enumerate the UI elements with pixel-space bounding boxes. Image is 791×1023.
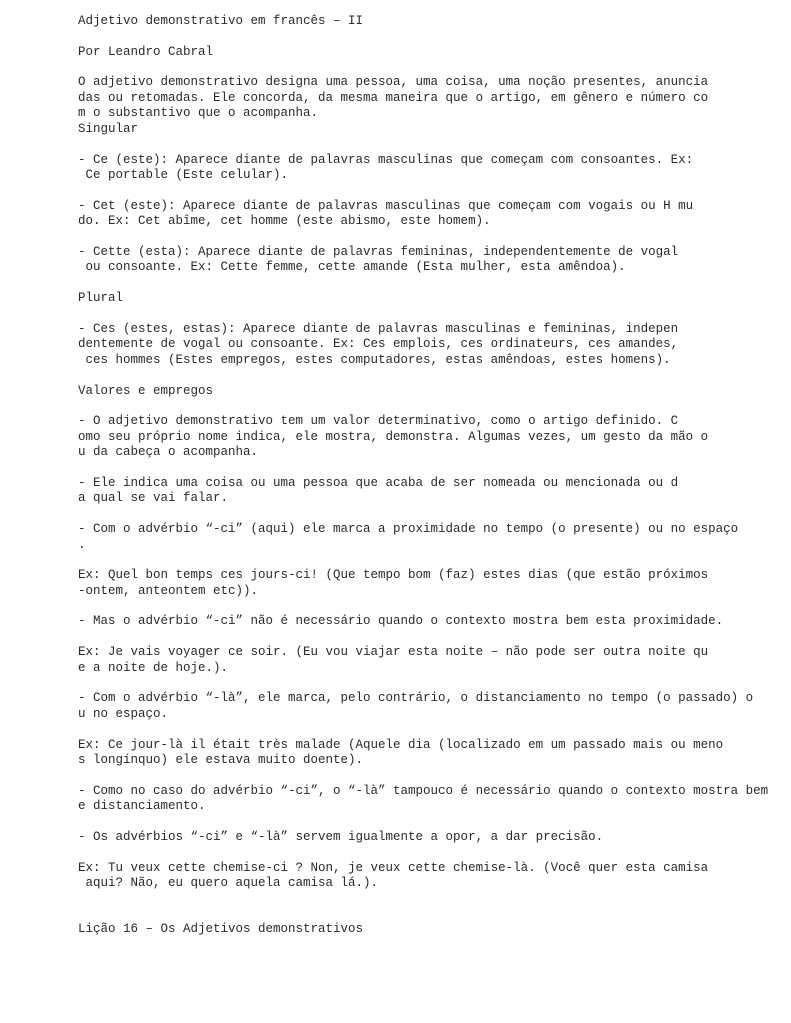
paragraph [78,522,788,553]
paragraph [78,614,788,630]
paragraph [78,291,788,307]
text-line: - Ele indica uma coisa ou uma pessoa que acaba de ser nomeada ou mencionada ou d [78,475,679,490]
text-line: Ex: Tu veux cette chemise-ci ? Non, je veux cette chemise-là. (Você quer esta camisa [78,860,709,875]
text-line: e distanciamento. [78,799,206,814]
text-line: - O adjetivo demonstrativo tem um valor determinativo, como o artigo definido. C [78,414,679,429]
text-line: s longínquo) ele estava muito doente). [78,753,364,767]
text-line: dentemente de vogal ou consoante. Ex: Ces emplois, ces ordinateurs, ces amandes, [78,337,679,352]
text-line: - Como no caso do advérbio “-ci”, o “-là” tampouco é necessário quando o contexto mostra bem [78,783,769,798]
text-line: Ex: Quel bon temps ces jours-ci! (Que tempo bom (faz) estes dias (que estão próximos [78,568,709,583]
text-line: das ou retomadas. Ele concorda, da mesma maneira que o artigo, em gênero e número co [78,90,709,105]
paragraph [78,476,788,507]
text-line: u no espaço. [78,706,169,721]
paragraph [78,645,788,676]
text-line: - Mas o advérbio “-ci” não é necessário quando o contexto mostra bem esta proximidade. [78,614,724,629]
text-line: Ex: Ce jour-là il était très malade (Aquele dia (localizado em um passado mais ou meno [78,737,724,752]
text-line: . [78,537,86,552]
paragraphs [78,75,788,906]
text-line: aqui? Não, eu quero aquela camisa lá.). [78,876,379,891]
paragraph [78,245,788,276]
text-line: - Cette (esta): Aparece diante de palavras femininas, independentemente de vogal [78,244,679,259]
paragraph [78,153,788,184]
text-line: O adjetivo demonstrativo designa uma pessoa, uma coisa, uma noção presentes, anuncia [78,75,709,90]
paragraph [78,691,788,722]
text-line: - Com o advérbio “-là”, ele marca, pelo contrário, o distanciamento no tempo (o passado) o [78,691,754,706]
text-line: - Ces (estes, estas): Aparece diante de palavras masculinas e femininas, indepen [78,321,679,336]
text-line: m o substantivo que o acompanha. [78,106,319,121]
paragraph [78,861,788,892]
text-line: e a noite de hoje.). [78,660,229,675]
paragraph [78,830,788,846]
text-line: do. Ex: Cet abîme, cet homme (este abismo, este homem). [78,214,491,229]
text-line: ces hommes (Estes empregos, estes computadores, estas amêndoas, estes homens). [78,352,671,367]
text-line: -ontem, anteontem etc)). [78,583,259,598]
text-line: omo seu próprio nome indica, ele mostra, demonstra. Algumas vezes, um gesto da mão o [78,429,709,444]
text-line: ou consoante. Ex: Cette femme, cette amande (Esta mulher, esta amêndoa). [78,260,626,275]
text-line: - Ce (este): Aparece diante de palavras masculinas que começam com consoantes. Ex: [78,152,694,167]
text-line: Valores e empregos [78,383,214,398]
text-line: Ex: Je vais voyager ce soir. (Eu vou viajar esta noite – não pode ser outra noite qu [78,645,709,660]
document-body [78,14,788,937]
text-line: Ce portable (Este celular). [78,168,289,183]
paragraph [78,568,788,599]
paragraph [78,199,788,230]
paragraph [78,414,788,461]
paragraph [78,738,788,769]
document-title: Adjetivo demonstrativo em francês – II [78,14,364,28]
text-line: - Cet (este): Aparece diante de palavras masculinas que começam com vogais ou H mu [78,198,694,213]
text-line: Singular [78,121,139,136]
text-line: a qual se vai falar. [78,491,229,506]
text-line: - Os advérbios “-ci” e “-là” servem igualmente a opor, a dar precisão. [78,829,604,844]
paragraph [78,784,788,815]
paragraph [78,322,788,369]
paragraph [78,75,788,137]
author-line: Por Leandro Cabral [78,44,214,59]
text-line: u da cabeça o acompanha. [78,445,259,460]
text-line: - Com o advérbio “-ci” (aqui) ele marca a proximidade no tempo (o presente) ou no espaço [78,522,739,537]
paragraph [78,384,788,400]
text-line: Plural [78,291,124,306]
footer-lesson-link[interactable]: Lição 16 – Os Adjetivos demonstrativos [78,921,364,936]
